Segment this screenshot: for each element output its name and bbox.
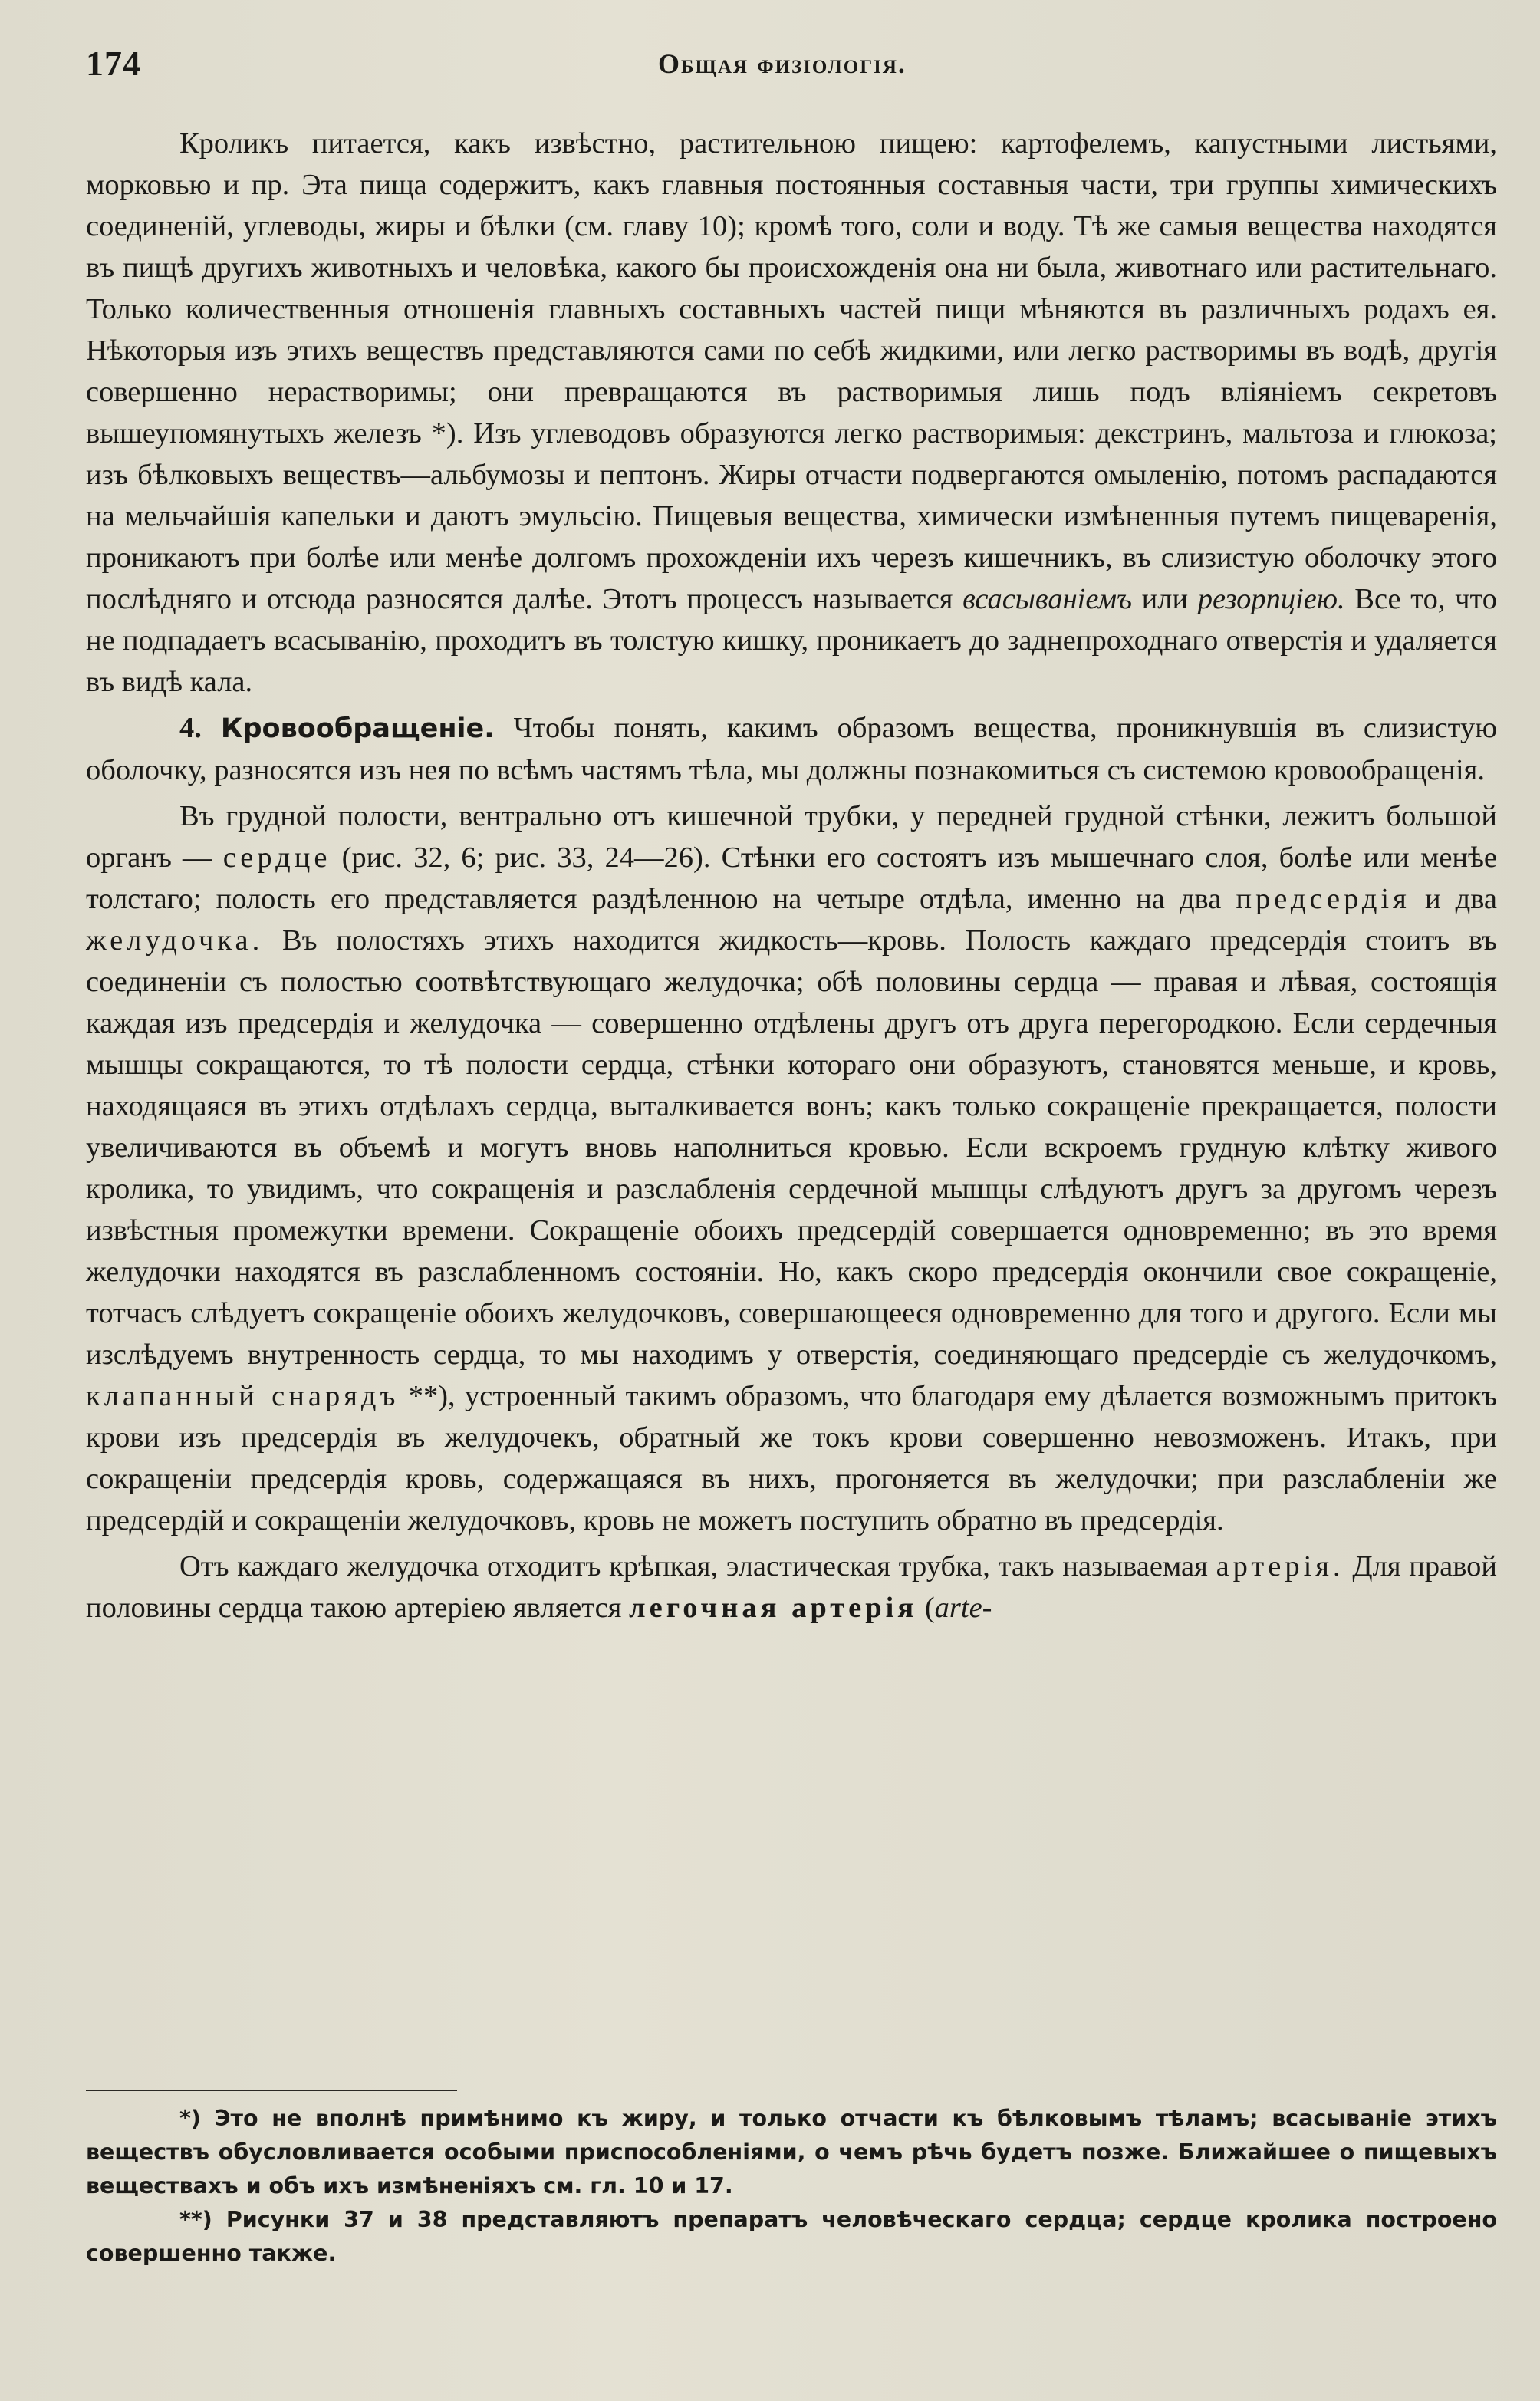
footnote-divider [86, 2090, 457, 2091]
body-text [86, 123, 1497, 1629]
page-header [86, 43, 1494, 89]
term-atria: предсердiя [1236, 883, 1410, 915]
paragraph-text: ( [917, 1592, 935, 1624]
paragraph-text: Кроликъ питается, какъ извѣстно, растительною пищею: картофелемъ, капустными листьями, морковью и пр. Эта пища содержитъ, какъ главныя постоянныя составныя части, три группы химическихъ соединенiй, углеводы, жиры и бѣлки (см. главу 10); кромѣ того, соли и воду. Тѣ же самыя вещества находятся въ пищѣ другихъ животныхъ и человѣка, какого бы происхожденiя она ни была, животнаго или растительнаго. Только количественныя отношенiя главныхъ составныхъ частей пищи мѣняются въ различныхъ родахъ ея. Нѣкоторыя изъ этихъ веществъ представляются сами по себѣ жидкими, или легко растворимы въ водѣ, другiя совершенно нерастворимы; они превращаются въ растворимыя лишь подъ влiянiемъ секретовъ вышеупомянутыхъ железъ *). Изъ углеводовъ образуются легко растворимыя: декстринъ, мальтоза и глюкоза; изъ бѣлковыхъ веществъ—альбумозы и пептонъ. Жиры отчасти подвергаются омыленiю, потомъ распадаются на мельчайшiя капельки и даютъ эмульсiю. Пищевыя вещества, химически измѣненныя путемъ пищеваренiя, проникаютъ при болѣе или менѣе долгомъ прохожденiи ихъ черезъ кишечникъ, въ слизистую оболочку этого послѣдняго и отсюда разносятся далѣе. Этотъ процессъ называется [86, 127, 1497, 615]
term-pulmonary-artery: легочная артерiя [629, 1592, 918, 1624]
running-title: Общая физiологiя. [658, 48, 907, 79]
term-heart: сердце [222, 842, 331, 874]
paragraph-text: (рис. 32, 6; рис. 33, 24—26). Стѣнки его состоятъ изъ мышечнаго слоя, болѣе или менѣе толстаго; полость его представляется раздѣленною на четыре отдѣла, именно на два [86, 842, 1497, 915]
term-latin: arte- [934, 1592, 992, 1624]
paragraph-text: Для правой половины сердца такою артерiею является [86, 1550, 1497, 1624]
paragraph-nutrition [86, 123, 1497, 703]
paragraph-text: Чтобы понять, какимъ образомъ вещества, проникнувшiя въ слизистую оболочку, разносятся изъ нея по всѣмъ частямъ тѣла, мы должны познакомиться съ системою кровообращенiя. [86, 712, 1497, 786]
term-artery: артерiя. [1216, 1550, 1344, 1583]
paragraph-text: Въ грудной полости, вентрально отъ кишечной трубки, у передней грудной стѣнки, лежитъ большой органъ — [86, 800, 1497, 874]
paragraph-text: или [1132, 583, 1198, 615]
term-absorption: всасыванiемъ [962, 583, 1133, 615]
paragraph-text: Все то, что не подпадаетъ всасыванiю, проходитъ въ толстую кишку, проникаетъ до заднепроходнаго отверстiя и удаляется въ видѣ кала. [86, 583, 1498, 698]
section-circulation [86, 707, 1497, 791]
paragraph-artery [86, 1546, 1497, 1629]
footnotes [86, 2102, 1497, 2271]
term-valve: клапанный снарядъ [86, 1380, 400, 1412]
term-ventricles: желудочка. [86, 924, 264, 957]
paragraph-text: **), устроенный такимъ образомъ, что благодаря ему дѣлается возможнымъ притокъ крови изъ предсердiя въ желудочекъ, обратный же токъ крови совершенно невозможенъ. Итакъ, при сокращенiи предсердiя кровь, содержащаяся въ нихъ, прогоняется въ желудочки; при разслабленiи же предсердiй и сокращенiи желудочковъ, кровь не можетъ поступить обратно въ предсердiя. [86, 1380, 1497, 1536]
page-number: 174 [86, 44, 141, 83]
footnote: **) Рисунки 37 и 38 представляютъ препаратъ человѣческаго сердца; сердце кролика построено совершенно также. [86, 2207, 1497, 2266]
footnote: *) Это не вполнѣ примѣнимо къ жиру, и только отчасти къ бѣлковымъ тѣламъ; всасыванiе этихъ веществъ обусловливается особыми приспособленiями, о чемъ рѣчь будетъ позже. Ближайшее о пищевыхъ веществахъ и объ ихъ измѣненiяхъ см. гл. 10 и 17. [86, 2106, 1497, 2198]
paragraph-heart [86, 795, 1497, 1541]
section-number: 4. [179, 712, 202, 744]
term-resorption: резорпцiею. [1197, 583, 1345, 615]
paragraph-text: Отъ каждаго желудочка отходитъ крѣпкая, эластическая трубка, такъ называемая [179, 1550, 1216, 1583]
paragraph-text: Въ полостяхъ этихъ находится жидкость—кровь. Полость каждаго предсердiя стоитъ въ соединенiи съ полостью соотвѣтствующаго желудочка; обѣ половины сердца — правая и лѣвая, состоящiя каждая изъ предсердiя и желудочка — совершенно отдѣлены другъ отъ друга перегородкою. Если сердечныя мышцы сокращаются, то тѣ полости сердца, стѣнки котораго они образуютъ, становятся меньше, и кровь, находящаяся въ этихъ отдѣлахъ сердца, выталкивается вонъ; какъ только сокращенiе прекращается, полости увеличиваются въ объемѣ и могутъ вновь наполниться кровью. Если вскроемъ грудную клѣтку живого кролика, то увидимъ, что сокращенiя и разслабленiя сердечной мышцы слѣдуютъ другъ за другомъ черезъ извѣстныя промежутки времени. Сокращенiе обоихъ предсердiй совершается одновременно; въ это время желудочки находятся въ разслабленномъ состоянiи. Но, какъ скоро предсердiя окончили свое сокращенiе, тотчасъ слѣдуетъ сокращенiе обоихъ желудочковъ, совершающееся одновременно для того и другого. Если мы изслѣдуемъ внутренность сердца, то мы находимъ у отверстiя, соединяющаго предсердiе съ желудочкомъ, [86, 924, 1497, 1371]
section-title: Кровообращенiе. [220, 713, 495, 744]
paragraph-text: и два [1410, 883, 1498, 915]
